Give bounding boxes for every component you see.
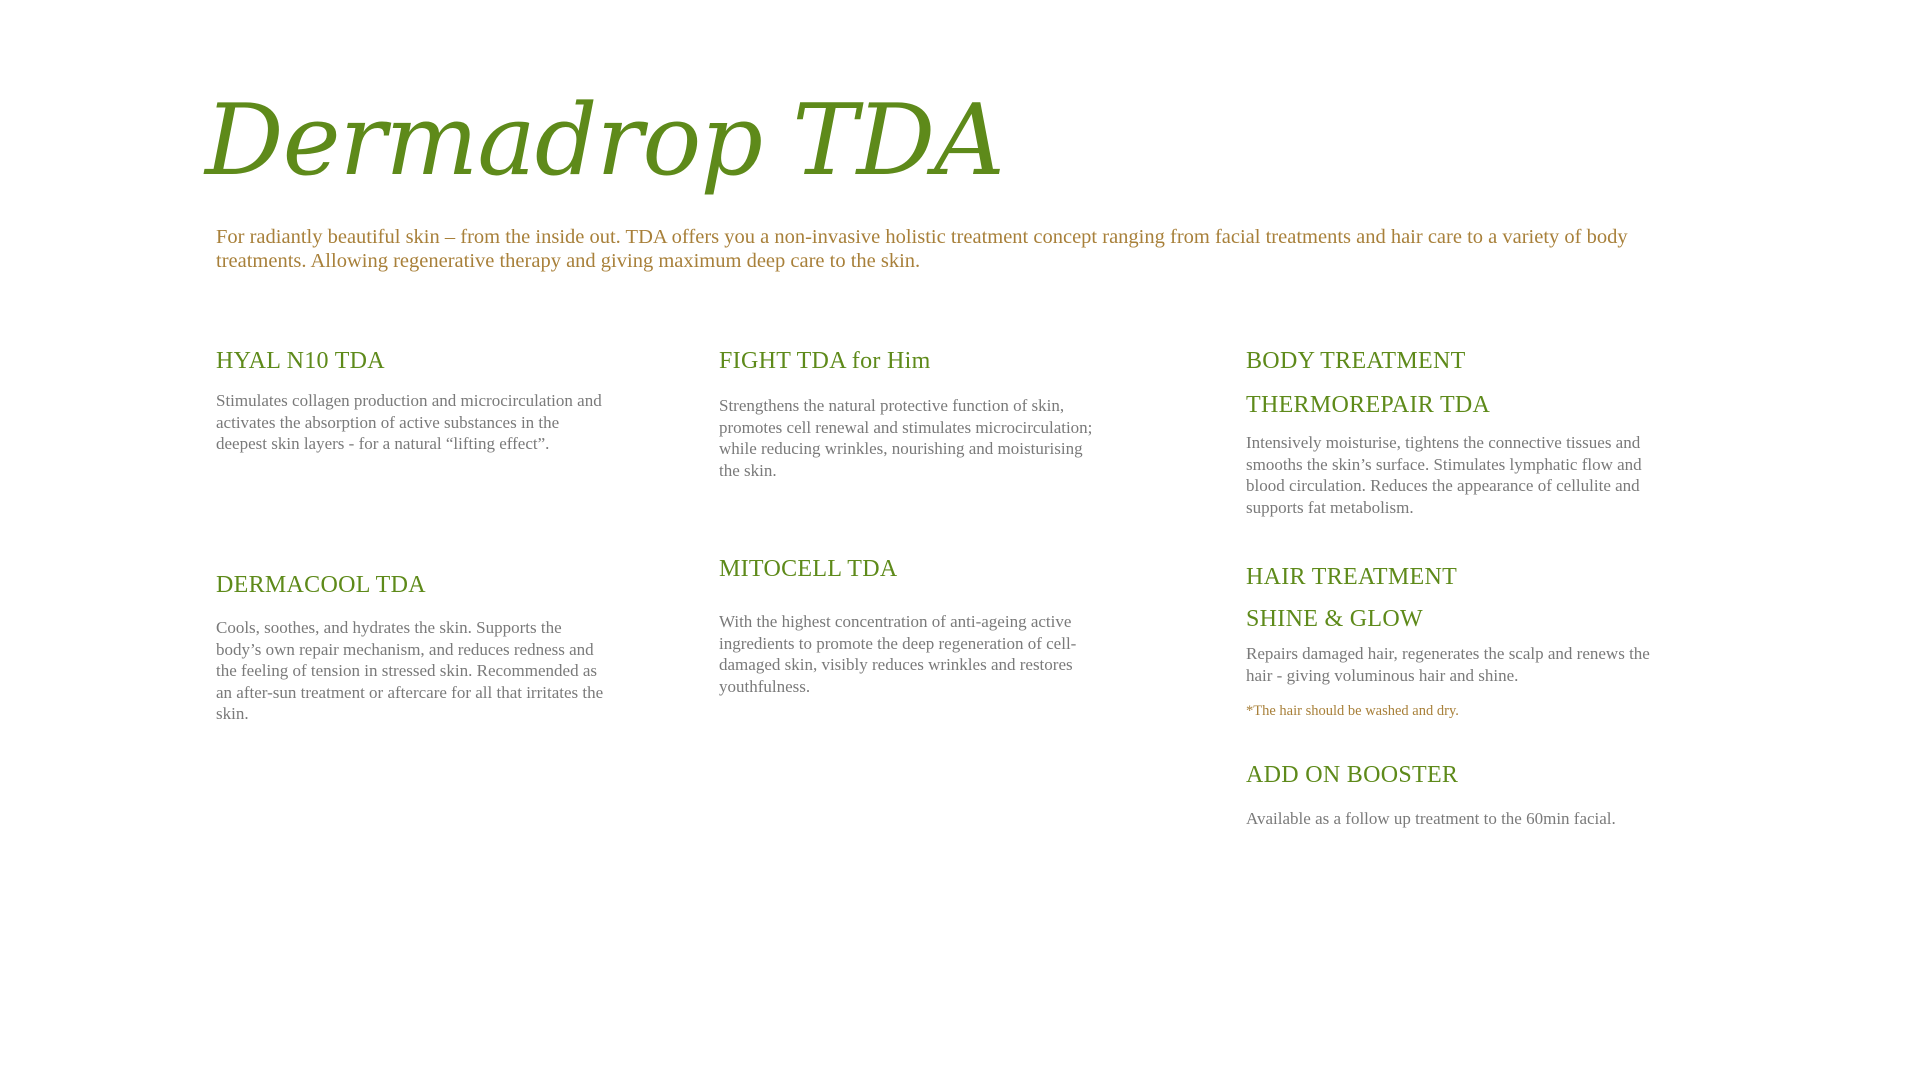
- hyal-heading: HYAL N10 TDA: [216, 348, 385, 374]
- hair-treatment-category: HAIR TREATMENT: [1246, 564, 1458, 590]
- fight-heading: FIGHT TDA for Him: [719, 348, 931, 374]
- mitocell-heading: MITOCELL TDA: [719, 556, 898, 582]
- body-treatment-category: BODY TREATMENT: [1246, 348, 1466, 374]
- fight-text: Strengthens the natural protective function of skin, promotes cell renewal and stimulates microcirculation; while reducing wrinkles, nourishing and moisturising the skin.: [719, 396, 1093, 480]
- thermorepair-text: Intensively moisturise, tightens the connective tissues and smooths the skin’s surface. Stimulates lymphatic flow and blood circulation. Reduces the appearance of cellulite and supports fat metabolism.: [1246, 433, 1642, 517]
- booster-text: Available as a follow up treatment to the 60min facial.: [1246, 809, 1616, 828]
- shine-glow-heading: SHINE & GLOW: [1246, 606, 1423, 632]
- dermacool-text: Cools, soothes, and hydrates the skin. Supports the body’s own repair mechanism, and reduces redness and the feeling of tension in stressed skin. Recommended as an after-sun treatment or aftercare for all that irritates the skin.: [216, 618, 604, 723]
- booster-heading: ADD ON BOOSTER: [1246, 762, 1459, 788]
- page-title: Dermadrop TDA: [205, 84, 1004, 198]
- dermacool-heading: DERMACOOL TDA: [216, 572, 426, 598]
- intro-text: For radiantly beautiful skin – from the inside out. TDA offers you a non-invasive holistic treatment concept ranging from facial treatments and hair care to a variety of body treatments. Allowing regenerative therapy and giving maximum deep care to the skin.: [216, 226, 1628, 272]
- shine-glow-text: Repairs damaged hair, regenerates the scalp and renews the hair - giving voluminous hair and shine.: [1246, 644, 1650, 685]
- thermorepair-heading: THERMOREPAIR TDA: [1246, 392, 1491, 418]
- hyal-text: Stimulates collagen production and microcirculation and activates the absorption of active substances in the deepest skin layers - for a natural “lifting effect”.: [216, 391, 602, 453]
- mitocell-text: With the highest concentration of anti-ageing active ingredients to promote the deep regeneration of cell-damaged skin, visibly reduces wrinkles and restores youthfulness.: [719, 612, 1077, 696]
- hair-note: *The hair should be washed and dry.: [1246, 703, 1459, 719]
